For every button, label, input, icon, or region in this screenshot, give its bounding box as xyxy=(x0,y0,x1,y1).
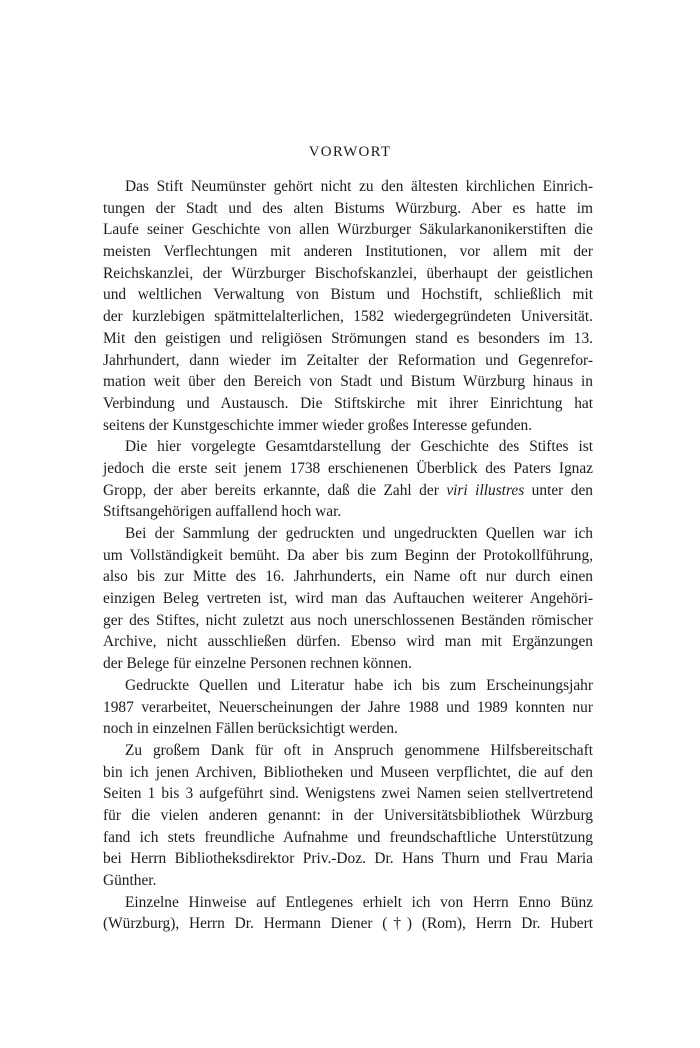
text-line: Verbindung und Austausch. Die Stiftskirche mit ihrer Einrichtung hat xyxy=(103,394,593,412)
text-line: ger des Stiftes, nicht zuletzt aus noch unerschlossenen Beständen römischer xyxy=(103,611,593,629)
text-line: um Vollständigkeit bemüht. Da aber bis zum Beginn der Protokollführung, xyxy=(103,546,593,564)
foreword-body xyxy=(103,176,593,935)
paragraph-4 xyxy=(103,675,593,740)
text-line: Stiftsangehörigen auffallend hoch war. xyxy=(103,503,342,521)
text-line: jedoch die erste seit jenem 1738 erschienenen Überblick des Paters Ignaz xyxy=(103,459,593,477)
text-line: noch in einzelnen Fällen berücksichtigt werden. xyxy=(103,720,398,738)
text-line: Bei der Sammlung der gedruckten und ungedruckten Quellen war ich xyxy=(125,525,593,542)
paragraph-5 xyxy=(103,740,593,892)
text-line: Das Stift Neumünster gehört nicht zu den ältesten kirchlichen Einrich- xyxy=(125,178,593,195)
text-line: und weltlichen Verwaltung von Bistum und Hochstift, schließlich mit xyxy=(103,286,593,304)
text-line: Seiten 1 bis 3 aufgeführt sind. Wenigstens zwei Namen seien stellvertretend xyxy=(103,785,593,803)
text-line: seitens der Kunstgeschichte immer wieder großes Interesse gefunden. xyxy=(103,416,533,434)
text-line: bin ich jenen Archiven, Bibliotheken und Museen verpflichtet, die auf den xyxy=(103,763,593,781)
paragraph-3 xyxy=(103,523,593,675)
text-line: Gedruckte Quellen und Literatur habe ich bis zum Erscheinungsjahr xyxy=(125,676,593,694)
paragraph-2 xyxy=(103,436,593,523)
text-line: Die hier vorgelegte Gesamtdarstellung der Geschichte des Stiftes ist xyxy=(125,438,593,456)
text-line: Gropp, der aber bereits erkannte, daß die Zahl der viri illustres unter den xyxy=(103,481,593,499)
text-line: Archive, nicht ausschließen dürfen. Ebenso wird man mit Ergänzungen xyxy=(103,633,593,651)
paragraph-6 xyxy=(103,892,593,935)
text-line: einzigen Beleg vertreten ist, wird man das Auftauchen weiterer Angehöri- xyxy=(103,590,593,608)
text-line: Mit den geistigen und religiösen Strömungen stand es besonders im 13. xyxy=(103,329,593,347)
page-title: VORWORT xyxy=(308,144,392,160)
text-line: fand ich stets freundliche Aufnahme und freundschaftliche Unterstützung xyxy=(103,828,593,846)
text-line: tungen der Stadt und des alten Bistums Würzburg. Aber es hatte im xyxy=(103,199,593,217)
text-line: Zu großem Dank für oft in Anspruch genommene Hilfsbereitschaft xyxy=(125,741,593,759)
paragraph-1 xyxy=(103,176,593,436)
text-line: der kurzlebigen spätmittelalterlichen, 1582 wiedergegründeten Universität. xyxy=(103,308,593,326)
text-line: meisten Verflechtungen mit anderen Institutionen, vor allem mit der xyxy=(103,243,593,261)
latin-phrase: viri illustres xyxy=(446,481,525,499)
text-line: bei Herrn Bibliotheksdirektor Priv.-Doz. Dr. Hans Thurn und Frau Maria xyxy=(103,850,593,868)
text-line: Reichskanzlei, der Würzburger Bischofskanzlei, überhaupt der geistlichen xyxy=(103,264,593,282)
text-line: mation weit über den Bereich von Stadt und Bistum Würzburg hinaus in xyxy=(103,373,593,391)
text-line: Einzelne Hinweise auf Entlegenes erhielt ich von Herrn Enno Bünz xyxy=(125,893,593,911)
text-line: für die vielen anderen genannt: in der Universitätsbibliothek Würzburg xyxy=(103,806,593,824)
text-line: Günther. xyxy=(103,872,157,889)
text-line: also bis zur Mitte des 16. Jahrhunderts, ein Name oft nur durch einen xyxy=(103,568,593,586)
text-line: Laufe seiner Geschichte von allen Würzburger Säkularkanonikerstiften die xyxy=(103,221,593,239)
text-line: Jahrhundert, dann wieder im Zeitalter der Reformation und Gegenrefor- xyxy=(103,351,593,369)
text-line: (Würzburg), Herrn Dr. Hermann Diener (†) (Rom), Herrn Dr. Hubert xyxy=(103,915,593,933)
text-line: der Belege für einzelne Personen rechnen können. xyxy=(103,655,412,673)
text-line: 1987 verarbeitet, Neuerscheinungen der Jahre 1988 und 1989 konnten nur xyxy=(103,698,593,716)
